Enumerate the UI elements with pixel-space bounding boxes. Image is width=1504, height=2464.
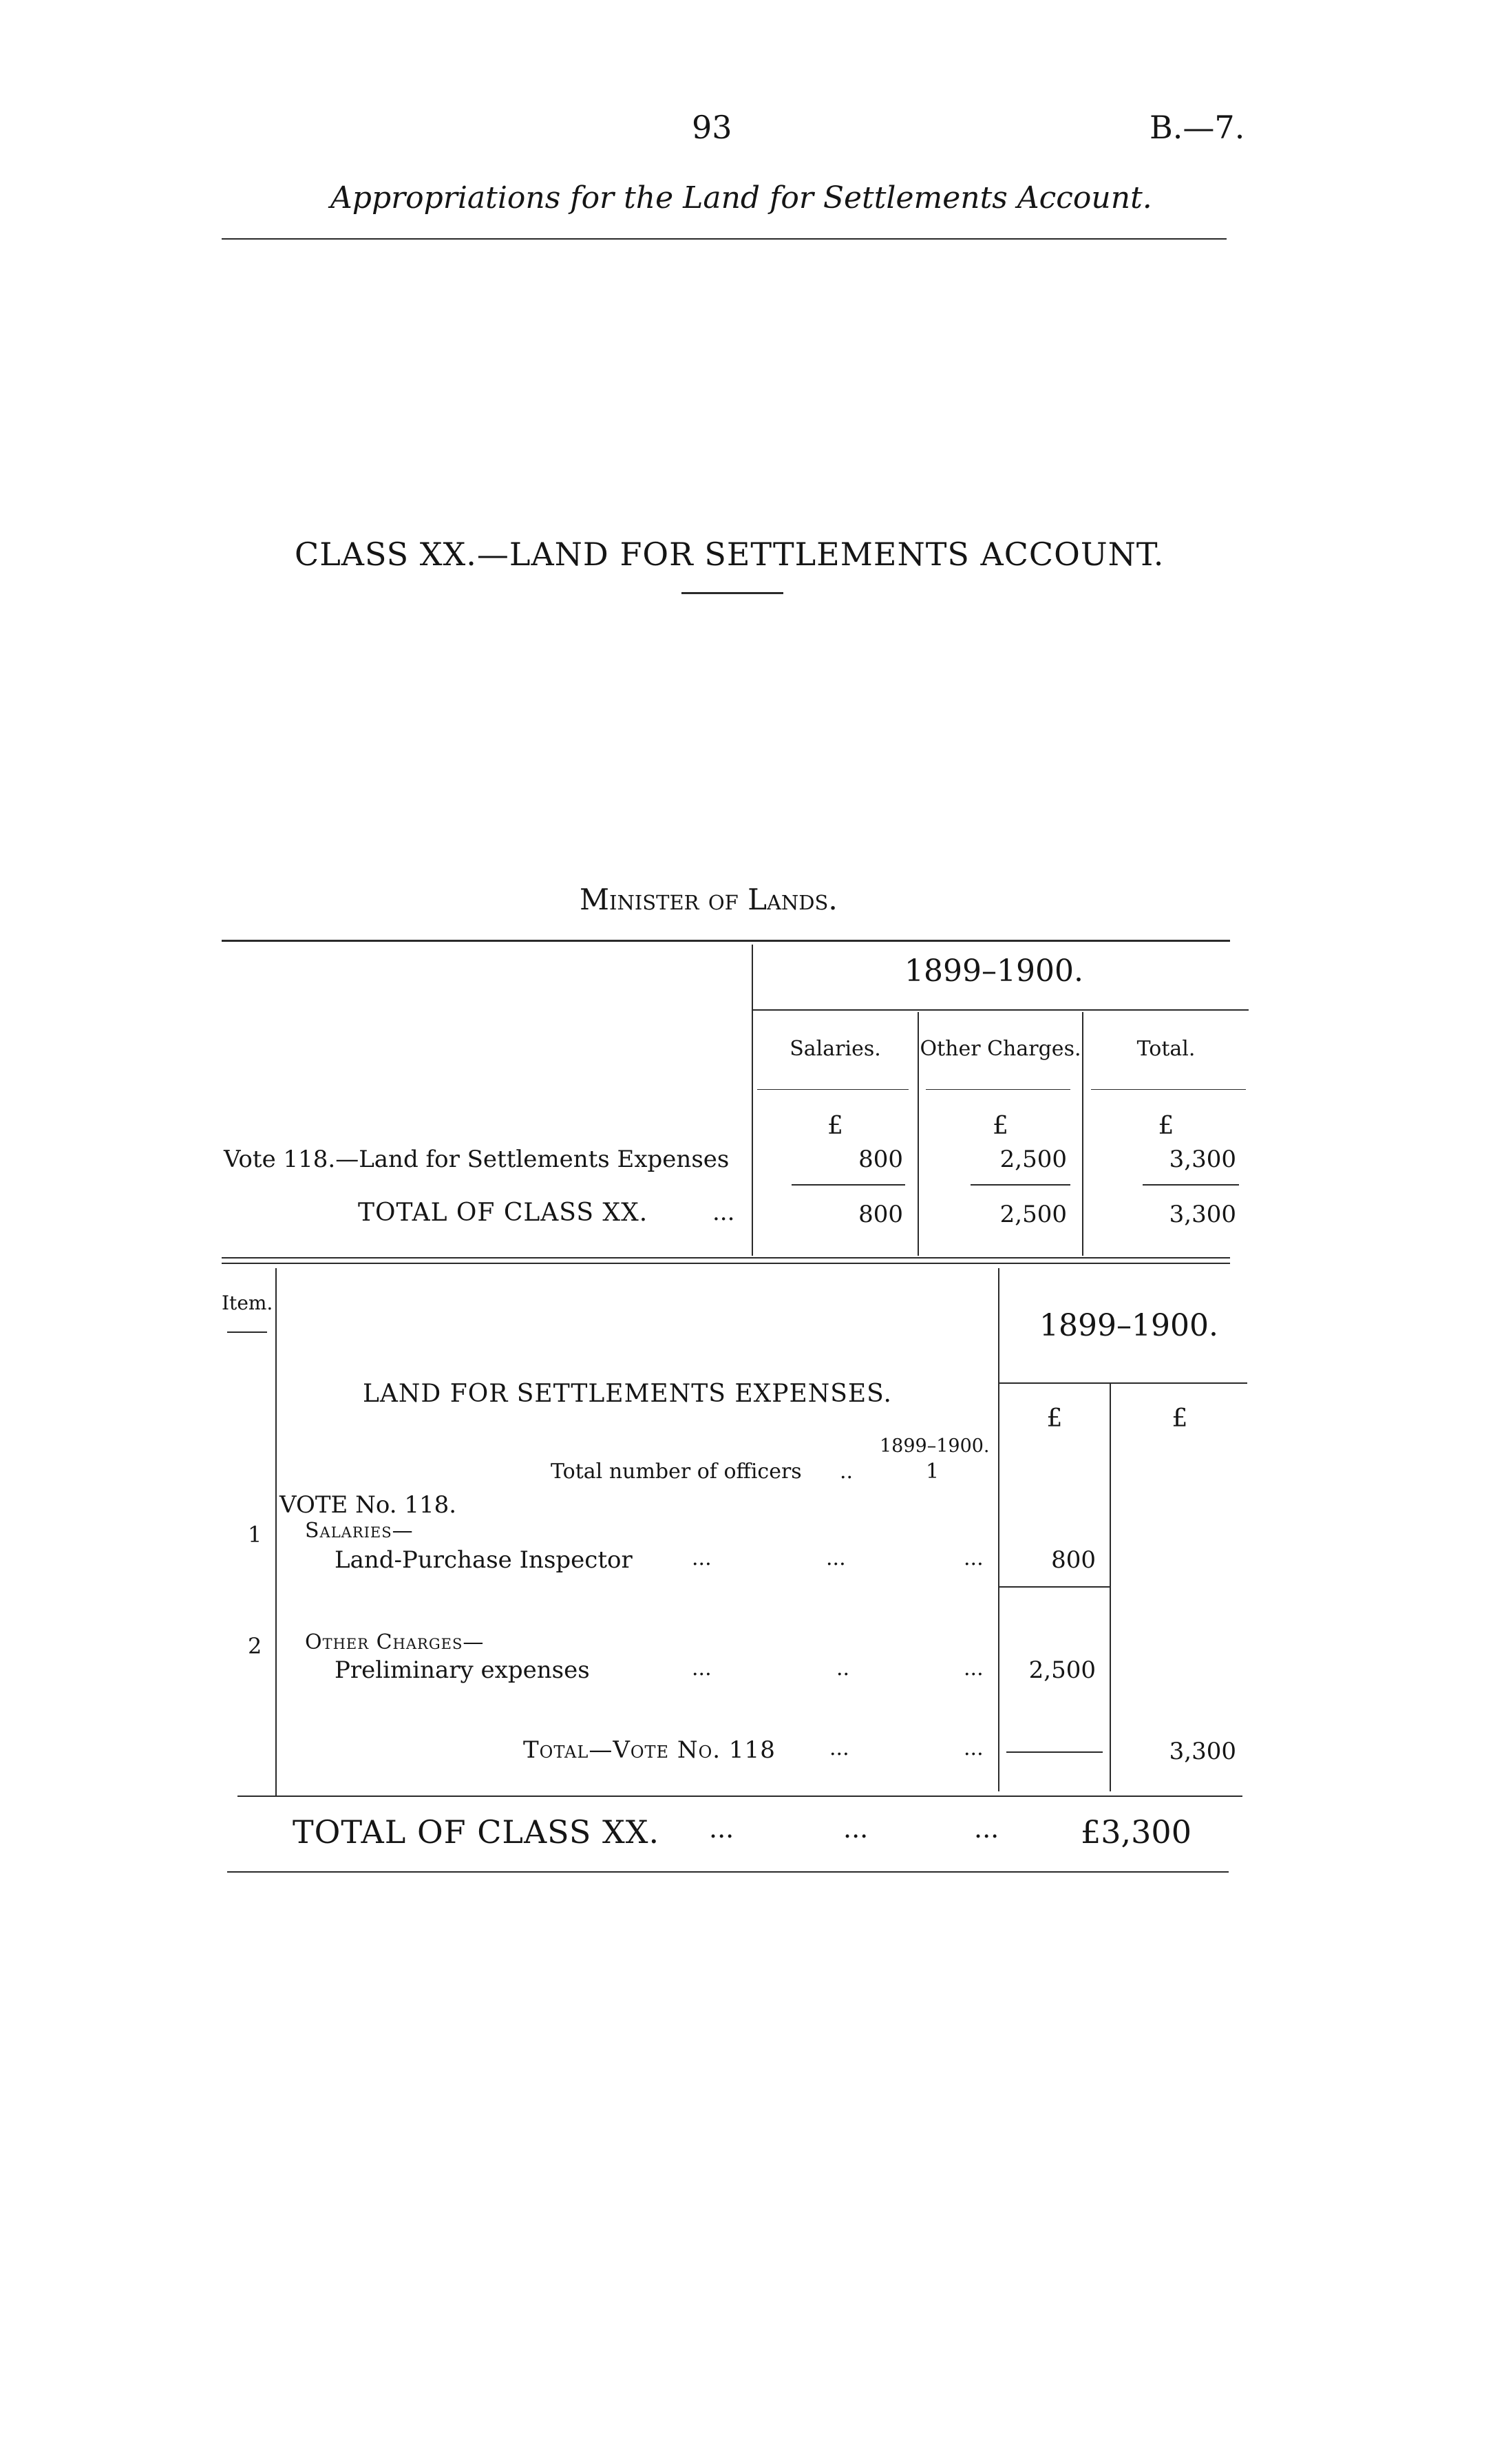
item-1-amount: 800: [1051, 1546, 1096, 1574]
grand-total-label: TOTAL OF CLASS XX.: [293, 1813, 660, 1851]
item-1-leader-2: ...: [826, 1546, 846, 1570]
vote-total-amount-rule: [1006, 1751, 1103, 1753]
item-column-heading: Item.: [222, 1292, 273, 1314]
vote-118-salaries: 800: [858, 1146, 903, 1173]
item-1-leader-3: ...: [964, 1546, 984, 1570]
detail-year-rule: [999, 1382, 1247, 1384]
vote-118-total: 3,300: [1169, 1146, 1236, 1173]
summary-total-leader: ...: [712, 1199, 735, 1226]
summary-year-heading: 1899–1900.: [904, 954, 1083, 989]
detail-col-divider: [1110, 1384, 1111, 1791]
grand-total-leader-2: ...: [843, 1813, 869, 1844]
vote-heading: VOTE No. 118.: [279, 1491, 457, 1519]
item-1-number: 1: [248, 1521, 262, 1548]
summary-total-rule-1: [792, 1184, 905, 1186]
summary-subhead-rule-3: [1091, 1089, 1246, 1090]
vote-total-amount: 3,300: [1169, 1738, 1236, 1765]
item-1-description: Land-Purchase Inspector: [335, 1546, 633, 1574]
vote-total-label: Total—Vote No. 118: [523, 1736, 776, 1764]
class-title-underline: [681, 592, 783, 594]
item-2-amount: 2,500: [1028, 1656, 1096, 1684]
summary-subhead-rule-2: [926, 1089, 1070, 1090]
grand-total-leader-1: ...: [709, 1813, 734, 1844]
item-2-description: Preliminary expenses: [335, 1656, 590, 1684]
minister-heading: Minister of Lands.: [580, 883, 838, 916]
total-column-heading: Total.: [1136, 1037, 1196, 1061]
summary-bottom-rule-2: [222, 1263, 1230, 1264]
summary-total-label: TOTAL OF CLASS XX.: [358, 1199, 648, 1227]
grand-total-leader-3: ...: [974, 1813, 999, 1844]
grand-total-rule: [227, 1871, 1229, 1873]
detail-bottom-rule: [237, 1796, 1242, 1797]
summary-total-total: 3,300: [1169, 1201, 1236, 1228]
detail-item-divider: [275, 1268, 277, 1797]
vote-total-leader-1: ...: [829, 1736, 849, 1760]
other-charges-currency-symbol: £: [993, 1112, 1008, 1140]
summary-total-rule-3: [1143, 1184, 1239, 1186]
item-2-leader-3: ...: [964, 1656, 984, 1681]
item-2-leader-2: ..: [836, 1656, 850, 1681]
total-currency-symbol: £: [1158, 1112, 1174, 1140]
detail-year-heading: 1899–1900.: [1039, 1308, 1218, 1343]
item-1-leader-1: ...: [692, 1546, 712, 1570]
vote-118-other-charges: 2,500: [999, 1146, 1067, 1173]
detail-currency-symbol-2: £: [1172, 1404, 1188, 1433]
item-2-number: 2: [248, 1633, 262, 1659]
summary-total-salaries: 800: [858, 1201, 903, 1228]
detail-amount-divider: [998, 1268, 999, 1791]
item-2-leader-1: ...: [692, 1656, 712, 1681]
officers-count: 1: [926, 1460, 940, 1484]
summary-subhead-rule-1: [757, 1089, 909, 1090]
summary-top-rule: [222, 940, 1230, 942]
summary-total-other-charges: 2,500: [999, 1201, 1067, 1228]
other-charges-column-heading: Other Charges.: [920, 1037, 1081, 1061]
running-title: Appropriations for the Land for Settlements Account.: [330, 180, 1152, 215]
salaries-column-heading: Salaries.: [790, 1037, 881, 1061]
officers-year: 1899–1900.: [880, 1435, 990, 1457]
officers-leader: ..: [840, 1460, 854, 1484]
officers-label: Total number of officers: [551, 1460, 802, 1484]
item-heading-rule: [227, 1331, 267, 1333]
section-title: LAND FOR SETTLEMENTS EXPENSES.: [363, 1380, 893, 1408]
header-rule: [222, 238, 1227, 240]
item-1-category: Salaries—: [305, 1519, 414, 1543]
vote-total-leader-2: ...: [964, 1736, 984, 1760]
vote-118-label: Vote 118.—Land for Settlements Expenses: [224, 1146, 730, 1173]
page-number: 93: [692, 109, 732, 146]
item-2-category: Other Charges—: [305, 1630, 485, 1654]
summary-total-rule-2: [971, 1184, 1070, 1186]
summary-bottom-rule-1: [222, 1257, 1230, 1259]
document-reference: B.—7.: [1150, 109, 1245, 146]
class-title: CLASS XX.—LAND FOR SETTLEMENTS ACCOUNT.: [295, 536, 1165, 573]
summary-year-rule: [753, 1009, 1249, 1011]
salaries-currency-symbol: £: [827, 1112, 843, 1140]
grand-total-amount: £3,300: [1081, 1813, 1191, 1851]
item-1-amount-rule: [999, 1586, 1110, 1588]
detail-currency-symbol-1: £: [1046, 1404, 1063, 1433]
